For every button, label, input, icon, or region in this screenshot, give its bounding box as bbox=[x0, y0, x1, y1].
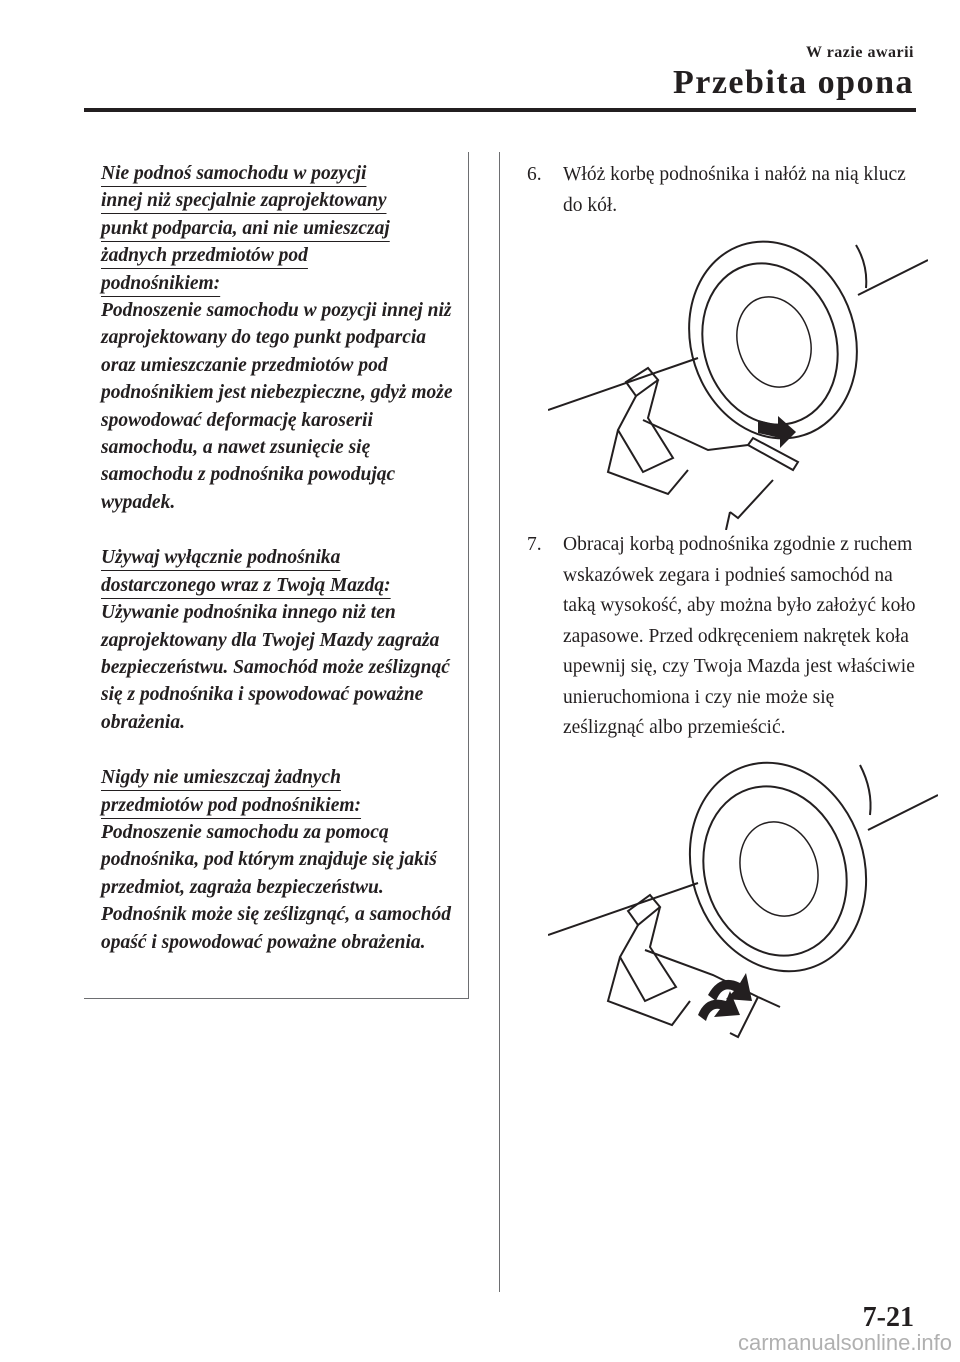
step-6 bbox=[527, 160, 917, 221]
jack-crank-illustration-icon bbox=[548, 240, 928, 530]
step-text: Obracaj korbą podnośnika zgodnie z ruchem wskazówek zegara i podnieś samochód na taką wysokość, aby można było założyć koło zapasowe. Przed odkręceniem nakrętek koła upewnij się, czy Twoja Mazda jest właściwie unieruchomiona i czy nie może się ześlizgnąć albo przemieścić. bbox=[563, 534, 916, 738]
warning-3-heading-line: przedmiotów pod podnośnikiem: bbox=[101, 794, 362, 816]
warning-1-heading bbox=[101, 160, 461, 297]
warning-2-body: Używanie podnośnika innego niż ten zaprojektowany dla Twojej Mazdy zagraża bezpieczeństwu. Samochód może ześlizgnąć się z podnośnika i spowodować poważne obrażenia. bbox=[101, 602, 450, 733]
warning-3-heading-line: Nigdy nie umieszczaj żadnych bbox=[101, 767, 341, 789]
header-rule bbox=[84, 108, 916, 112]
step-7 bbox=[527, 530, 917, 744]
watermark: carmanualsonline.info bbox=[737, 1330, 952, 1355]
warning-3-heading bbox=[101, 764, 461, 819]
warning-1-heading-line: żadnych przedmiotów pod bbox=[101, 245, 308, 267]
warning-3-body: Podnoszenie samochodu za pomocą podnośnika, pod którym znajduje się jakiś przedmiot, zagraża bezpieczeństwu. Podnośnik może się ześlizgnąć, a samochód opaść i spowodować poważne obrażenia. bbox=[101, 821, 451, 953]
warning-2-heading bbox=[101, 544, 461, 599]
warning-1-body: Podnoszenie samochodu w pozycji innej niż zaprojektowany do tego punkt podparcia oraz umieszczanie przedmiotów pod podnośnikiem jest niebezpieczne, gdyż może spowodować deformację karoserii samochodu, a nawet zsunięcie się samochodu z podnośnika powodując wypadek. bbox=[101, 300, 453, 513]
page-header bbox=[673, 44, 914, 100]
warning-1-heading-line: innej niż specjalnie zaprojektowany bbox=[101, 190, 387, 212]
warning-2-heading-line: dostarczonego wraz z Twoją Mazdą: bbox=[101, 574, 391, 596]
warning-2-heading-line: Używaj wyłącznie podnośnika bbox=[101, 547, 341, 569]
page-title: Przebita opona bbox=[672, 64, 914, 101]
warning-1 bbox=[101, 160, 461, 516]
jack-lifting-illustration-icon bbox=[548, 745, 938, 1060]
warning-3 bbox=[101, 764, 461, 956]
warning-1-heading-line: punkt podparcia, ani nie umieszczaj bbox=[101, 217, 390, 239]
warning-2 bbox=[101, 544, 461, 736]
column-divider bbox=[499, 152, 500, 1292]
step-text: Włóż korbę podnośnika i nałóż na nią klucz do kół. bbox=[563, 164, 906, 216]
step-number: 7. bbox=[527, 534, 542, 555]
warning-1-heading-line: Nie podnoś samochodu w pozycji bbox=[101, 163, 367, 184]
step-number: 6. bbox=[527, 164, 542, 185]
warning-text bbox=[101, 160, 461, 984]
warning-1-heading-line: podnośnikiem: bbox=[101, 272, 221, 294]
page-number: 7-21 bbox=[862, 1302, 914, 1333]
section-title: W razie awarii bbox=[805, 44, 914, 61]
